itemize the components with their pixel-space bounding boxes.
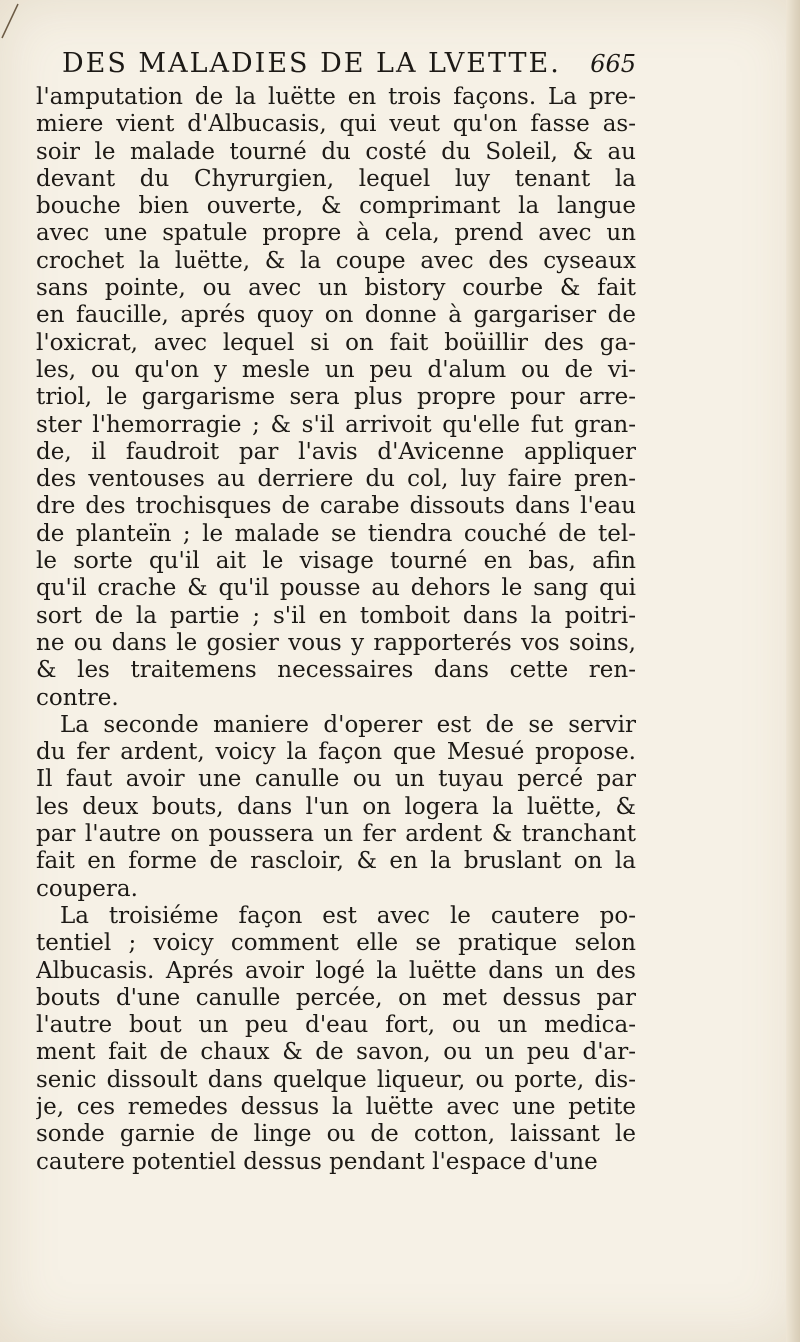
text-line: en faucille, aprés quoy on donne à gargariser de (36, 302, 636, 329)
running-title: DES MALADIES DE LA LVETTE. (62, 48, 561, 79)
text-line: dre des trochisques de carabe dissouts dans l'eau (36, 493, 636, 520)
text-line: senic dissoult dans quelque liqueur, ou porte, dis- (36, 1066, 636, 1093)
text-line: de planteïn ; le malade se tiendra couché de tel- (36, 520, 636, 547)
text-line: l'autre bout un peu d'eau fort, ou un medica- (36, 1012, 636, 1039)
text-line: soir le malade tourné du costé du Soleil, & au (36, 138, 636, 165)
text-line: miere vient d'Albucasis, qui veut qu'on fasse as- (36, 111, 636, 138)
text-line: par l'autre on poussera un fer ardent & tranchant (36, 821, 636, 848)
text-line: sonde garnie de linge ou de cotton, laissant le (36, 1121, 636, 1148)
text-line: tentiel ; voicy comment elle se pratique selon (36, 930, 636, 957)
text-line: des ventouses au derriere du col, luy faire pren- (36, 466, 636, 493)
page-number: 665 (590, 50, 636, 78)
text-line: La troisiéme façon est avec le cautere po- (60, 902, 636, 929)
text-line: Il faut avoir une canulle ou un tuyau percé par (36, 766, 636, 793)
corner-stain-mark (0, 0, 40, 40)
paragraph-1 (36, 84, 636, 712)
text-line: crochet la luëtte, & la coupe avec des cyseaux (36, 247, 636, 274)
text-line: cautere potentiel dessus pendant l'espace d'une (36, 1148, 598, 1175)
text-line: qu'il crache & qu'il pousse au dehors le sang qui (36, 575, 636, 602)
text-line: bouche bien ouverte, & comprimant la langue (36, 193, 636, 220)
paragraph-3 (36, 903, 636, 1176)
text-line: sans pointe, ou avec un bistory courbe & fait (36, 275, 636, 302)
text-line: triol, le gargarisme sera plus propre pour arre- (36, 384, 636, 411)
text-line: & les traitemens necessaires dans cette ren- (36, 657, 636, 684)
text-line: de, il faudroit par l'avis d'Avicenne appliquer (36, 438, 636, 465)
text-line: La seconde maniere d'operer est de se servir (60, 711, 636, 738)
text-line: Albucasis. Aprés avoir logé la luëtte dans un des (36, 957, 636, 984)
page-edge (786, 0, 800, 1342)
text-line: du fer ardent, voicy la façon que Mesué propose. (36, 739, 636, 766)
text-line: je, ces remedes dessus la luëtte avec une petite (36, 1093, 636, 1120)
text-line: ment fait de chaux & de savon, ou un peu d'ar- (36, 1039, 636, 1066)
text-line: l'amputation de la luëtte en trois façons. La pre- (36, 84, 636, 110)
text-line: ster l'hemorragie ; & s'il arrivoit qu'elle fut gran- (36, 411, 636, 438)
text-line: les deux bouts, dans l'un on logera la luëtte, & (36, 793, 636, 820)
paragraph-2 (36, 712, 636, 903)
text-line: avec une spatule propre à cela, prend avec un (36, 220, 636, 247)
text-line: l'oxicrat, avec lequel si on fait boüillir des ga- (36, 329, 636, 356)
text-line: bouts d'une canulle percée, on met dessus par (36, 984, 636, 1011)
running-head (62, 48, 636, 84)
text-line: coupera. (36, 875, 138, 902)
text-line: contre. (36, 684, 119, 711)
text-line: devant du Chyrurgien, lequel luy tenant la (36, 165, 636, 192)
text-line: ne ou dans le gosier vous y rapporterés vos soins, (36, 629, 636, 656)
text-line: les, ou qu'on y mesle un peu d'alum ou de vi- (36, 356, 636, 383)
text-line: le sorte qu'il ait le visage tourné en bas, afin (36, 548, 636, 575)
text-line: sort de la partie ; s'il en tomboit dans la poitri- (36, 602, 636, 629)
text-line: fait en forme de rascloir, & en la bruslant on la (36, 848, 636, 875)
page-text (36, 48, 636, 1176)
